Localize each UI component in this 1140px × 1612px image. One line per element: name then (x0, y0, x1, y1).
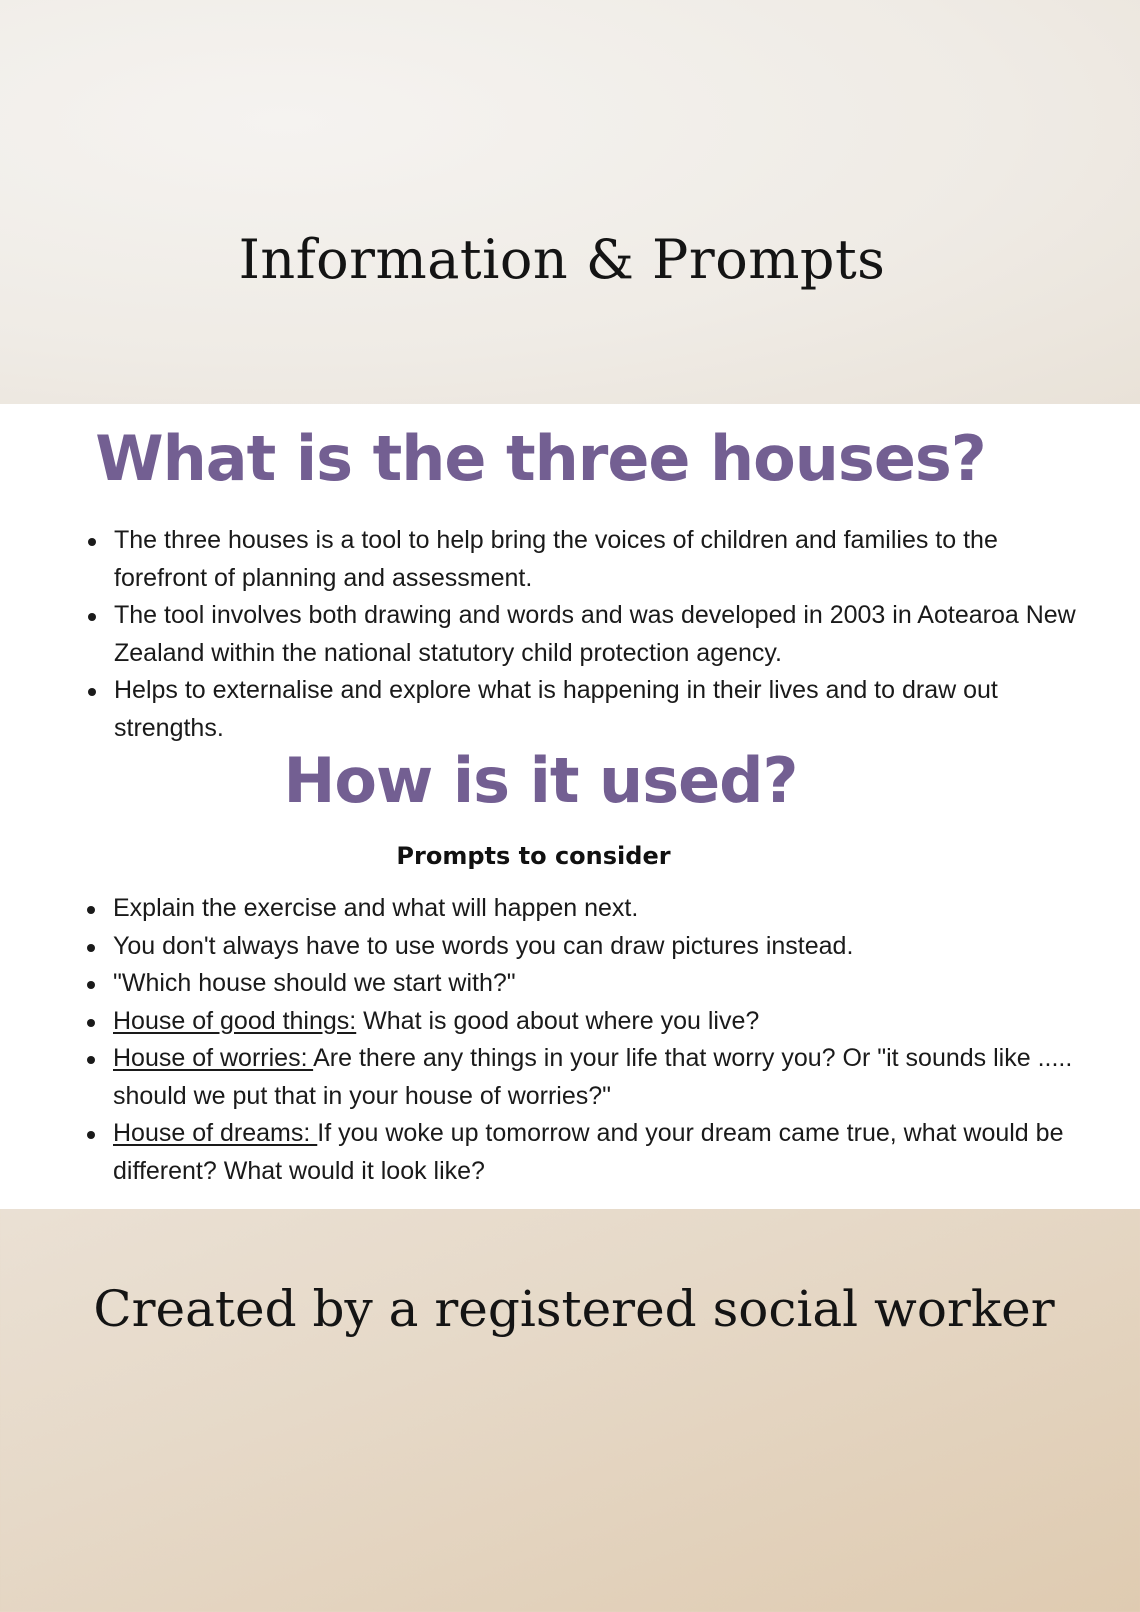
list-item: The tool involves both drawing and words and was developed in 2003 in Aotearoa New Zealand within the national statutory child protection agency. (88, 597, 1088, 672)
house-dreams-label: House of dreams: (113, 1119, 318, 1147)
list-item: Helps to externalise and explore what is happening in their lives and to draw out strengths. (88, 672, 1088, 747)
prompts-subheading: Prompts to consider (396, 842, 671, 870)
footer-credit: Created by a registered social worker (93, 1280, 1055, 1338)
what-bullet-list (88, 522, 1088, 747)
prompt-text: What is good about where you live? (356, 1006, 760, 1035)
list-item: The three houses is a tool to help bring the voices of children and families to the forefront of planning and assessment. (88, 522, 1088, 597)
house-good-things-label: House of good things: (113, 1006, 357, 1035)
content-panel (0, 404, 1140, 1209)
prompt-text: You don't always have to use words you can draw pictures instead. (113, 931, 854, 960)
prompts-bullet-list (87, 890, 1087, 1190)
list-item (87, 965, 1087, 1003)
prompt-text: Explain the exercise and what will happen next. (113, 894, 639, 922)
list-item (87, 890, 1087, 928)
header-band (0, 0, 1140, 404)
how-heading: How is it used? (283, 744, 798, 817)
list-item (87, 1040, 1087, 1115)
list-item (87, 928, 1087, 966)
page-title: Information & Prompts (238, 228, 886, 291)
prompt-text: "Which house should we start with?" (113, 969, 516, 997)
what-heading: What is the three houses? (95, 422, 986, 495)
house-worries-label: House of worries: (113, 1044, 314, 1072)
prompt-text: Are there any things in your life that worry you? Or "it sounds like ..... should we put that in your house of worries?" (113, 1044, 1073, 1110)
list-item (87, 1003, 1087, 1041)
list-item (87, 1115, 1087, 1190)
prompt-text: If you woke up tomorrow and your dream came true, what would be different? What would it look like? (113, 1119, 1064, 1185)
